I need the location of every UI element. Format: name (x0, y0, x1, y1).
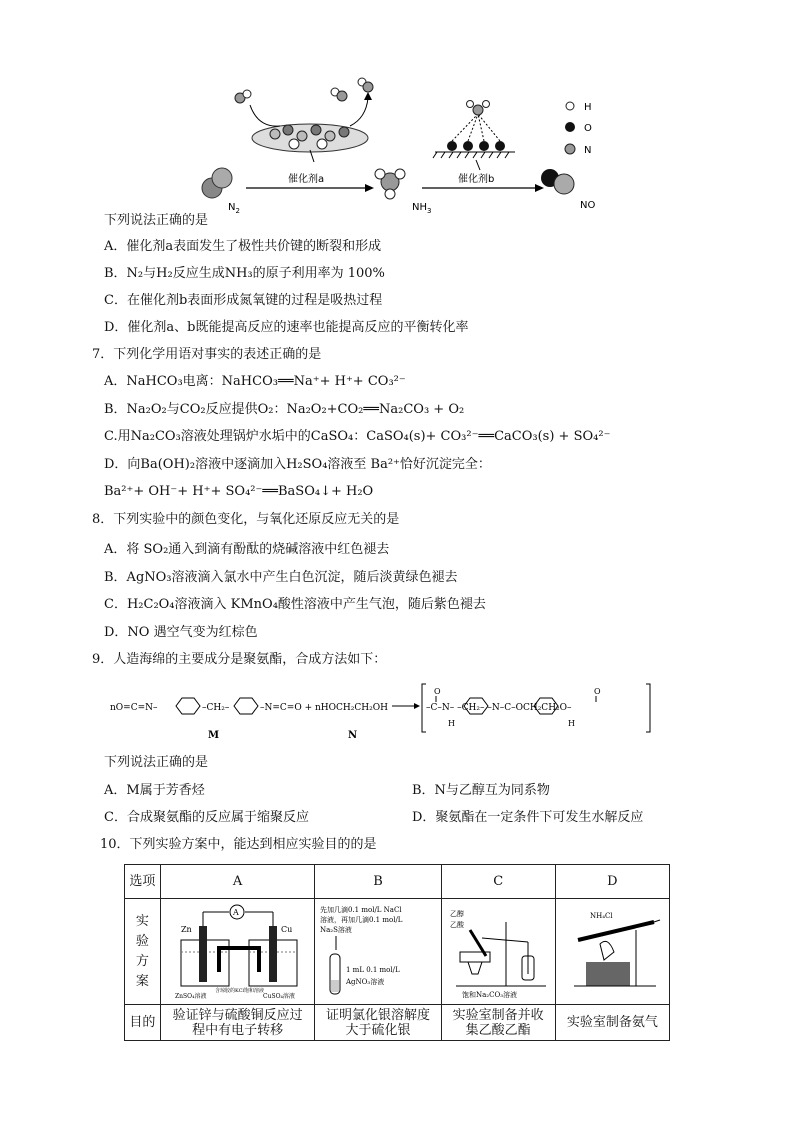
q6-option-c: C．在催化剂b表面形成氮氧键的过程是吸热过程 (104, 293, 383, 308)
q8-option-d: D．NO 遇空气变为红棕色 (104, 625, 258, 640)
row-purpose-label: 目的 (125, 1005, 161, 1041)
svg-text:N: N (584, 145, 592, 156)
svg-text:nO=C=N–: nO=C=N– (110, 703, 158, 713)
atom-legend (565, 102, 592, 156)
svg-text:CuSO₄溶液: CuSO₄溶液 (262, 992, 295, 1000)
svg-text:含琼胶的KCl饱和溶液: 含琼胶的KCl饱和溶液 (214, 987, 264, 994)
q7-option-d: D．向Ba(OH)₂溶液中逐滴加入H₂SO₄溶液至 Ba²⁺恰好沉淀完全： (104, 457, 491, 472)
catalyst-a-surface (235, 78, 373, 162)
svg-text:–C–N– –CH₂– –N–C–OCH₂C: –C–N– –CH₂– –N–C–OCH₂CH₂O– (426, 703, 572, 713)
catalyst-b-surface (433, 101, 515, 171)
no-molecule (541, 169, 574, 194)
q6-option-a: A．催化剂a表面发生了极性共价键的断裂和形成 (104, 239, 382, 254)
col-b-header: B (315, 865, 441, 899)
svg-text:O: O (594, 687, 601, 696)
q8-option-c: C．H₂C₂O₄溶液滴入 KMnO₄酸性溶液中产生气泡，随后紫色褪去 (104, 597, 486, 612)
ammonia-prep-figure (556, 900, 668, 1000)
svg-text:1 mL 0.1 mol/L: 1 mL 0.1 mol/L (345, 965, 400, 974)
svg-text:–CH₂–: –CH₂– (202, 703, 230, 713)
svg-text:H: H (568, 719, 575, 728)
svg-text:A: A (232, 907, 239, 917)
header-option-label: 选项 (125, 865, 161, 899)
q7-option-d-equation: Ba²⁺+ OH⁻+ H⁺+ SO₄²⁻══BaSO₄↓+ H₂O (104, 484, 374, 499)
q7-option-a: A．NaHCO₃电离：NaHCO₃══Na⁺+ H⁺+ CO₃²⁻ (104, 374, 406, 389)
n2-label: $N_2$ (228, 202, 240, 215)
svg-text:H: H (448, 719, 455, 728)
label-m: M (208, 730, 220, 740)
svg-text:Zn: Zn (180, 924, 192, 934)
svg-text:O: O (584, 123, 592, 134)
polyurethane-reaction (108, 676, 658, 740)
catalyst-reaction-figure (190, 70, 620, 215)
q9-stem: 9．人造海绵的主要成分是聚氨酯，合成方法如下： (92, 652, 387, 667)
label-n: N (348, 730, 358, 740)
q8-option-a: A．将 SO₂通入到滴有酚酞的烧碱溶液中红色褪去 (104, 542, 390, 557)
q9-option-d: D．聚氨酯在一定条件下可发生水解反应 (412, 810, 644, 825)
svg-text:乙酸: 乙酸 (450, 920, 465, 929)
row-scheme-label: 实验方案 (125, 899, 161, 1005)
figure-d-cell (555, 899, 669, 1005)
col-d-header: D (555, 865, 669, 899)
svg-text:–N=C=O + nHOCH₂CH₂OH: –N=C=O + nHOCH₂CH₂OH (260, 703, 388, 713)
galvanic-cell-figure (163, 900, 313, 1000)
purpose-b: 证明氯化银溶解度大于硫化银 (315, 1005, 441, 1041)
q8-stem: 8．下列实验中的颜色变化，与氧化还原反应无关的是 (92, 512, 400, 527)
svg-text:O: O (434, 687, 441, 696)
q7-stem: 7．下列化学用语对事实的表述正确的是 (92, 347, 322, 362)
purpose-d: 实验室制备氨气 (555, 1005, 669, 1041)
svg-text:先加几滴0.1 mol/L NaCl: 先加几滴0.1 mol/L NaCl (319, 905, 402, 914)
q6-option-b: B．N₂与H₂反应生成NH₃的原子利用率为 100% (104, 266, 385, 281)
q9-sub-stem: 下列说法正确的是 (104, 755, 209, 770)
q7-option-c: C.用Na₂CO₃溶液处理锅炉水垢中的CaSO₄：CaSO₄(s)+ CO₃²⁻══CaCO₃(s) + SO₄²⁻ (104, 429, 611, 444)
q6-option-d: D．催化剂a、b既能提高反应的速率也能提高反应的平衡转化率 (104, 320, 469, 335)
svg-text:H: H (584, 102, 592, 113)
purpose-c: 实验室制备并收集乙酸乙酯 (441, 1005, 555, 1041)
catalyst-b-label: 催化剂b (458, 174, 495, 185)
experiment-table (124, 864, 670, 1041)
purpose-a: 验证锌与硫酸铜反应过程中有电子转移 (160, 1005, 315, 1041)
catalyst-a-label: 催化剂a (288, 174, 325, 185)
svg-text:Na₂S溶液: Na₂S溶液 (319, 925, 352, 934)
q8-option-b: B．AgNO₃溶液滴入氯水中产生白色沉淀，随后淡黄绿色褪去 (104, 570, 458, 585)
figure-a-cell (160, 899, 315, 1005)
svg-text:溶液，再加几滴0.1 mol/L: 溶液，再加几滴0.1 mol/L (319, 915, 403, 924)
q9-option-a: A．M属于芳香烃 (104, 783, 205, 798)
n2-molecule (202, 168, 232, 198)
svg-text:ZnSO₄溶液: ZnSO₄溶液 (174, 992, 207, 1000)
q7-option-b: B．Na₂O₂与CO₂反应提供O₂：Na₂O₂+CO₂══Na₂CO₃ + O₂ (104, 402, 465, 417)
svg-text:饱和Na₂CO₃溶液: 饱和Na₂CO₃溶液 (462, 990, 518, 999)
no-label: NO (580, 200, 596, 211)
q9-option-c: C．合成聚氨酯的反应属于缩聚反应 (104, 810, 309, 825)
ester-prep-figure (442, 900, 554, 1000)
col-c-header: C (441, 865, 555, 899)
figure-c-cell (441, 899, 555, 1005)
col-a-header: A (160, 865, 315, 899)
nh3-molecule (375, 169, 405, 199)
q9-option-b: B．N与乙醇互为同系物 (412, 783, 550, 798)
figure-b-cell (315, 899, 441, 1005)
nh3-label: $NH_3$ (412, 202, 432, 215)
svg-text:NH₄Cl: NH₄Cl (590, 911, 614, 920)
precipitation-figure (316, 900, 440, 1000)
svg-text:Cu: Cu (280, 924, 292, 934)
svg-text:乙醇: 乙醇 (450, 909, 465, 918)
q10-stem: 10．下列实验方案中，能达到相应实验目的的是 (100, 837, 377, 852)
svg-text:AgNO₃溶液: AgNO₃溶液 (345, 977, 385, 986)
q6-stem: 下列说法正确的是 (104, 213, 209, 228)
